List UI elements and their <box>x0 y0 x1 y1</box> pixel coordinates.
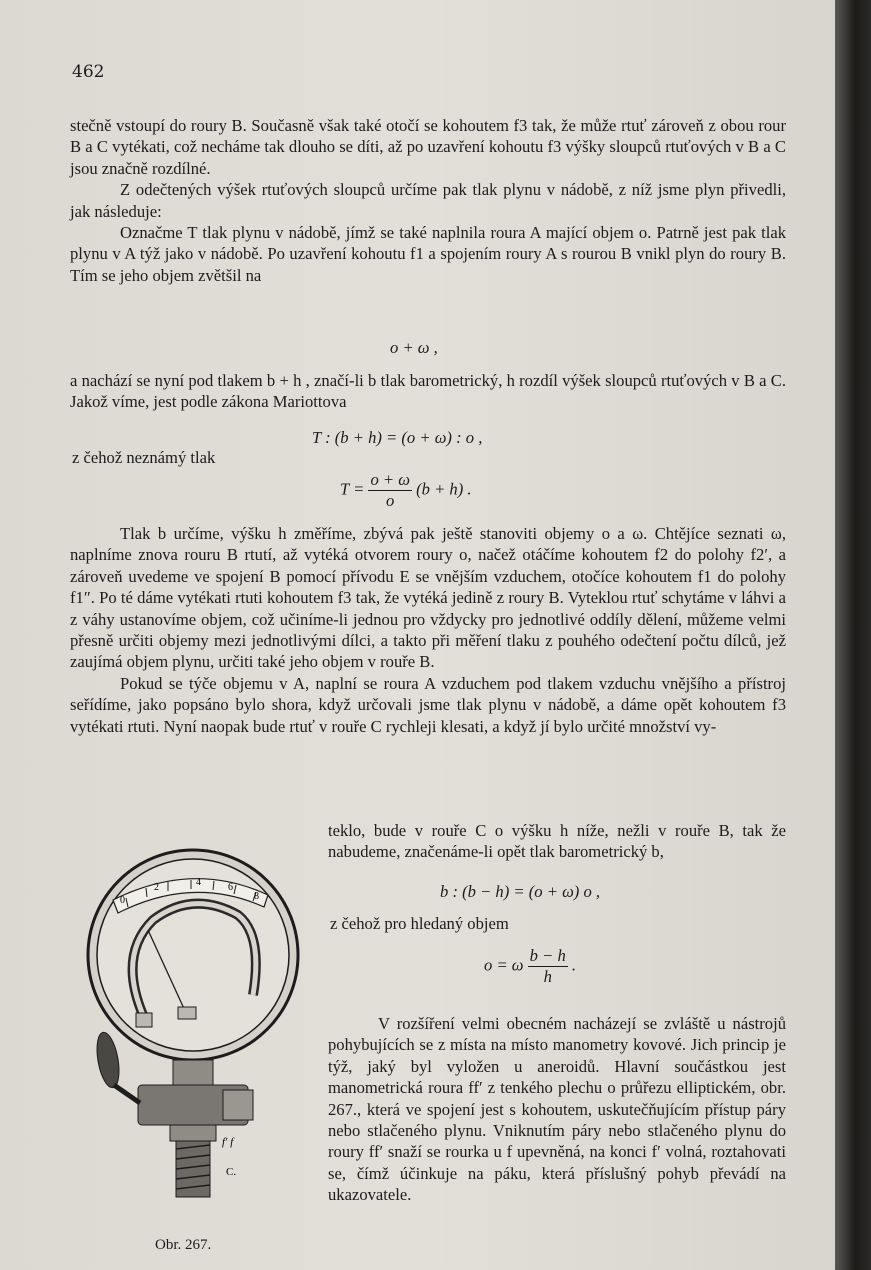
paragraph-5: Tlak b určíme, výšku h změříme, zbývá pak ještě stanoviti objemy o a ω. Chtějíce seznati ω, naplníme znova rouru B rtutí, až vytéká otvorem roury o, načež otáčíme kohoutem f2 do polohy f2′, a zároveň uvedeme ve spojení B pomocí přívodu E se vnějším vzduchem, otočíce kohoutem f1 do polohy f1″. Po té dáme vytékati rtuti kohoutem f3 tak, že vytéká jedině z roury B. Vyteklou rtuť schytáme v láhvi a z váhy ustanovíme objem, což učiníme-li jednou pro vždycky pro jednotlivé oddíly dělení, můžeme velmi přesně určiti objemy mezi jednotlivými dílci, a takto při měření tlaku z pouhého odečtení počtu dílců, jež zaujímá objem plynu, určiti také jeho objem v rouře B. <box>70 524 786 672</box>
equation-5-fraction <box>528 946 568 987</box>
gear-sector <box>178 1007 196 1019</box>
text-block-manometer <box>328 1013 786 1206</box>
equation-3-lhs: T = <box>340 479 365 499</box>
handle-grip <box>93 1031 122 1090</box>
equation-3-fraction <box>368 470 412 511</box>
equation-5-numerator: b − h <box>529 946 566 965</box>
equation-4: b : (b − h) = (o + ω) o , <box>440 882 601 901</box>
valve-cap <box>223 1090 253 1120</box>
dial-label-4: 4 <box>196 877 201 888</box>
paragraph-2: Z odečtených výšek rtuťových sloupců určíme pak tlak plynu v nádobě, z níž jsme plyn přivedli, jak následuje: <box>70 180 786 221</box>
paragraph-7: V rozšíření velmi obecném nacházejí se zvláště u nástrojů pohybujících se z místa na místo manometry kovové. Jich princip je týž, jaký byl vyložen u aneroidů. Hlavní součástkou jest manometrická roura ff′ z tenkého plechu o průřezu elliptickém, obr. 267., která ve spojení jest s kohoutem, uskutečňujícím přístup páry nebo stlačeného plynu. Vniknutím páry nebo stlačeného plynu do roury ff′ snaží se rourka u f upevněná, na konci f′ volná, roztahovati se, čímž účinkuje na páku, která příslušný pohyb převádí na ukazovatele. <box>328 1014 786 1205</box>
label-unknown-pressure: z čehož neznámý tlak <box>72 448 216 467</box>
equation-5-rhs: . <box>571 955 577 975</box>
equation-3 <box>340 470 472 511</box>
book-gutter <box>835 0 871 1270</box>
equation-5 <box>484 946 576 987</box>
paragraph-1: stečně vstoupí do roury B. Současně však také otočí se kohoutem f3 tak, že může rtuť zároveň z obou rour B a C vytékati, což necháme tak dlouho se díti, až po uzavření kohoutu f3 výšky sloupců rtuťových v B a C jsou značně rozdílné. <box>70 116 786 178</box>
dial-label-2: 2 <box>154 882 159 893</box>
threaded-stem <box>176 1141 210 1197</box>
dial-label-8: 8 <box>254 891 259 902</box>
nut <box>170 1125 216 1141</box>
manometer-figure <box>78 845 308 1225</box>
manometer-drawing <box>78 845 308 1225</box>
tube-clamp <box>136 1013 152 1027</box>
equation-2: T : (b + h) = (o + ω) : o , <box>312 428 483 447</box>
equation-3-rhs: (b + h) . <box>416 479 472 499</box>
paragraph-6b: teklo, bude v rouře C o výšku h níže, nežli v rouře B, tak že nabudeme, značenáme-li opět tlak barometrický b, <box>328 821 786 862</box>
text-block-lower <box>70 523 786 737</box>
label-sought-volume: z čehož pro hledaný objem <box>330 914 509 933</box>
figure-caption: Obr. 267. <box>155 1237 212 1253</box>
equation-3-denominator: o <box>386 491 395 510</box>
tube-mark: f′ f <box>222 1136 234 1148</box>
handle-lever <box>114 1085 140 1103</box>
engraver-signature: C. <box>226 1166 237 1178</box>
equation-5-lhs: o = ω <box>484 955 524 975</box>
equation-1: o + ω , <box>390 338 438 357</box>
text-block-mid <box>70 370 786 413</box>
neck <box>173 1060 213 1085</box>
dial-label-6: 6 <box>228 882 233 893</box>
text-block-wrapped <box>328 820 786 863</box>
page-number: 462 <box>72 62 105 82</box>
paragraph-6: Pokud se týče objemu v A, naplní se roura A vzduchem pod tlakem vzduchu vnějšího a přístroj seřídíme, jako popsáno bylo shora, když určovali jsme tlak plynu v nádobě, a dáme opět kohoutem f3 vytékati rtuti. Nyní naopak bude rtuť v rouře C rychleji klesati, a když jí bylo určité množství vy- <box>70 673 786 736</box>
paragraph-4: a nachází se nyní pod tlakem b + h , značí-li b tlak barometrický, h rozdíl výšek sloupců rtuťových v B a C. Jakož víme, jest podle zákona Mariottova <box>70 371 786 412</box>
text-block-top <box>70 115 786 286</box>
dial-label-0: 0 <box>120 895 125 906</box>
equation-5-denominator: h <box>543 967 552 986</box>
paragraph-3: Označme T tlak plynu v nádobě, jímž se také naplnila roura A mající objem o. Patrně jest pak tlak plynu v A týž jako v nádobě. Po uzavření kohoutu f1 a spojením roury A s rourou B vnikl plyn do roury B. Tím se jeho objem zvětšil na <box>70 223 786 285</box>
equation-3-numerator: o + ω <box>370 470 410 489</box>
